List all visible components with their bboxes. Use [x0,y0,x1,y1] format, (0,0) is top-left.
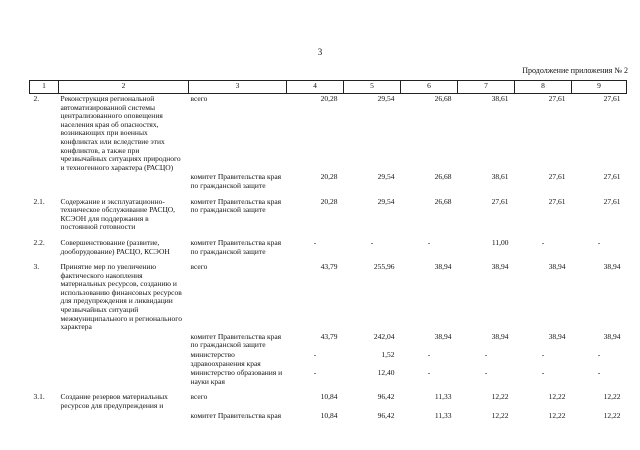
value-cell: 12,22 [603,392,621,402]
value-cell: - [370,237,374,247]
value-cell: 12,40 [377,368,395,378]
value-cell: 12,22 [491,392,509,402]
header-row [30,81,627,94]
measure-name [59,368,189,386]
funding-source: комитет Правительства края по гражданской защите [190,196,282,215]
header-cell: 6 [401,81,458,94]
table-row [30,350,627,368]
value-cell: 12,22 [548,410,566,420]
table-row [30,332,627,350]
header-cell: 4 [287,81,344,94]
program-table [29,80,627,420]
page-number: 3 [317,47,323,57]
value-cell: 27,61 [548,196,566,206]
header-cell: 5 [344,81,401,94]
table-row [30,172,627,190]
value-cell: 38,61 [491,172,509,182]
value-cell: 27,61 [603,172,621,182]
value-cell: 242,04 [373,331,395,341]
row-number: 3. [33,262,40,272]
table-row [30,94,627,173]
funding-source: министерство здравоохранения края [190,350,261,368]
measure-name: Реконструкция региональной автоматизированной системы централизованного оповещения населения края об опасностях, возникающих при военных конфликтах или вследствие этих конфликтов, а также при чрезвычайных ситуациях природного и техногенного характера (РАСЦО) [60,94,181,172]
value-cell: 29,54 [377,196,395,206]
value-cell: - [597,350,601,360]
row-number [30,350,59,368]
value-cell: 29,54 [377,94,395,103]
value-cell: 27,61 [491,196,509,206]
value-cell: - [597,368,601,378]
value-cell: 27,61 [548,94,566,103]
value-cell: - [541,368,545,378]
funding-source: министерство образования и науки края [190,368,283,386]
value-cell: 27,61 [603,196,621,206]
value-cell: 10,84 [320,410,338,420]
value-cell: 10,84 [320,392,338,402]
value-cell: 96,42 [377,392,395,402]
value-cell: - [313,237,317,247]
value-cell: 38,94 [434,331,452,341]
value-cell: 38,61 [491,94,509,103]
table-row [30,411,627,421]
value-cell: - [484,368,488,378]
value-cell: 11,33 [434,392,452,402]
funding-source: всего [190,262,208,272]
value-cell: - [313,350,317,360]
continuation-label: Продолжение приложения № 2 [522,66,628,75]
funding-source: комитет Правительства края по гражданской защите [190,237,282,256]
value-cell: 255,96 [373,262,395,272]
value-cell: 43,79 [320,262,338,272]
row-number [30,172,59,190]
funding-source: всего [190,392,208,402]
value-cell: - [597,237,601,247]
value-cell: - [427,237,431,247]
measure-name: Совершенствование (развитие, дооборудование) РАСЦО, КСЭОН [60,237,170,256]
measure-name [59,350,189,368]
funding-source: комитет Правительства края по гражданской защите [190,331,282,350]
value-cell: 12,22 [491,410,509,420]
value-cell: 11,33 [434,410,452,420]
value-cell: 38,94 [603,331,621,341]
measure-name [59,172,189,190]
value-cell: 20,28 [320,172,338,182]
measure-name [59,411,189,421]
table-row [30,392,627,410]
value-cell: 20,28 [320,94,338,103]
table-row [30,197,627,232]
value-cell: 11,00 [491,237,509,247]
value-cell: 38,94 [548,262,566,272]
value-cell: 38,94 [491,331,509,341]
row-number [30,411,59,421]
value-cell: 20,28 [320,196,338,206]
value-cell: 12,22 [603,410,621,420]
header-cell: 8 [515,81,572,94]
measure-name: Принятие мер по увеличению фактического накопления материальных ресурсов, созданию и использованию финансовых ресурсов для предупреждения и ликвидации чрезвычайных ситуаций межмуниципального и регионального характера [60,262,182,332]
value-cell: 27,61 [603,94,621,103]
value-cell: - [313,368,317,378]
measure-name: Создание резервов материальных ресурсов для предупреждения и [60,392,168,410]
value-cell: 38,94 [491,262,509,272]
table-row [30,368,627,386]
value-cell: 38,94 [548,331,566,341]
table-row [30,262,627,332]
value-cell: 29,54 [377,172,395,182]
table-row [30,238,627,256]
row-number [30,368,59,386]
value-cell: 1,52 [381,350,395,360]
row-number [30,332,59,350]
funding-source: всего [190,94,208,103]
funding-source: комитет Правительства края по гражданской защите [190,172,282,190]
value-cell: - [484,350,488,360]
header-cell: 2 [59,81,189,94]
row-number: 2.2. [33,237,45,247]
header-cell: 9 [572,81,627,94]
value-cell: 26,68 [434,196,452,206]
value-cell: 43,79 [320,331,338,341]
funding-source: комитет Правительства края [190,410,282,420]
header-cell: 1 [30,81,59,94]
header-cell: 3 [189,81,287,94]
measure-name [59,332,189,350]
value-cell: - [541,350,545,360]
row-number: 2.1. [33,196,45,206]
value-cell: 96,42 [377,410,395,420]
value-cell: 38,94 [434,262,452,272]
value-cell: 26,68 [434,94,452,103]
value-cell: - [427,350,431,360]
value-cell: - [541,237,545,247]
row-number: 2. [33,94,40,103]
value-cell: - [427,368,431,378]
value-cell: 27,61 [548,172,566,182]
value-cell: 38,94 [603,262,621,272]
value-cell: 26,68 [434,172,452,182]
measure-name: Содержание и эксплуатационно-техническое обслуживание РАСЦО, КСЭОН для поддержания в постоянной готовности [60,196,176,232]
header-cell: 7 [458,81,515,94]
value-cell: 12,22 [548,392,566,402]
row-number: 3.1. [33,392,45,402]
